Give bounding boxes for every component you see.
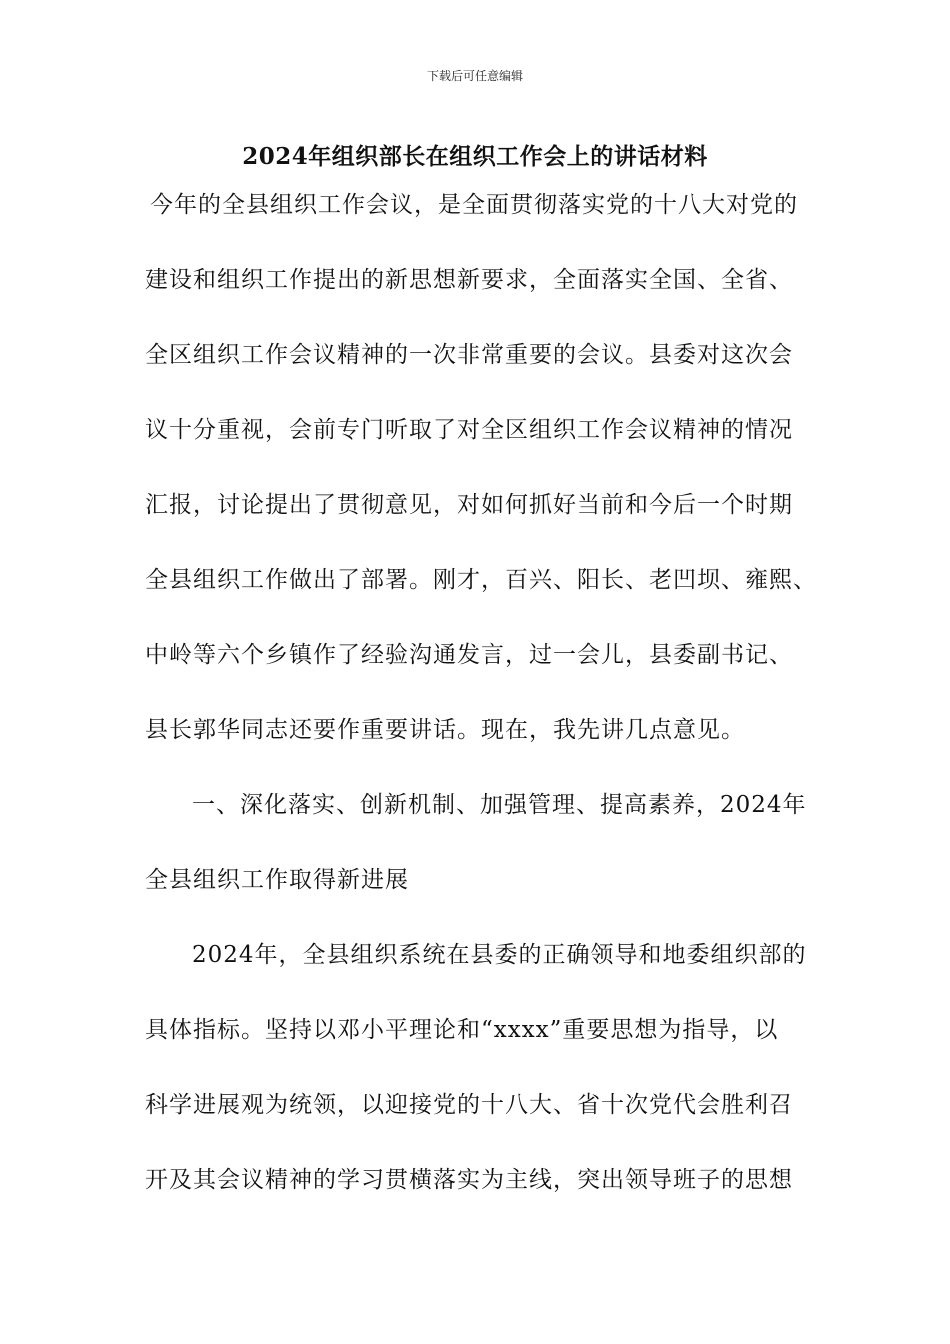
header-note: 下载后可任意编辑 bbox=[426, 69, 523, 83]
section-heading: 一、深化落实、创新机制、加强管理、提高素养，2024年 bbox=[192, 792, 807, 818]
body-line: 科学进展观为统领，以迎接党的十八大、省十次党代会胜利召 bbox=[145, 1092, 793, 1118]
body-line: 中岭等六个乡镇作了经验沟通发言，过一会儿，县委副书记、 bbox=[145, 642, 793, 668]
body-line: 具体指标。坚持以邓小平理论和“xxxx”重要思想为指导，以 bbox=[145, 1017, 779, 1043]
body-line: 汇报，讨论提出了贯彻意见，对如何抓好当前和今后一个时期 bbox=[145, 492, 793, 518]
body-line: 全区组织工作会议精神的一次非常重要的会议。县委对这次会 bbox=[145, 342, 793, 368]
body-line: 2024年，全县组织系统在县委的正确领导和地委组织部的 bbox=[192, 942, 807, 968]
body-line: 全县组织工作做出了部署。刚才，百兴、阳长、老凹坝、雍熙、 bbox=[145, 567, 817, 593]
body-line: 开及其会议精神的学习贯横落实为主线，突出领导班子的思想 bbox=[145, 1167, 793, 1193]
body-line: 议十分重视，会前专门听取了对全区组织工作会议精神的情况 bbox=[145, 417, 793, 443]
body-line: 今年的全县组织工作会议，是全面贯彻落实党的十八大对党的 bbox=[150, 192, 798, 218]
section-heading-cont: 全县组织工作取得新进展 bbox=[145, 867, 409, 893]
document-title: 2024年组织部长在组织工作会上的讲话材料 bbox=[242, 143, 708, 170]
body-line: 建设和组织工作提出的新思想新要求，全面落实全国、全省、 bbox=[145, 267, 793, 293]
body-line: 县长郭华同志还要作重要讲话。现在，我先讲几点意见。 bbox=[145, 717, 745, 743]
